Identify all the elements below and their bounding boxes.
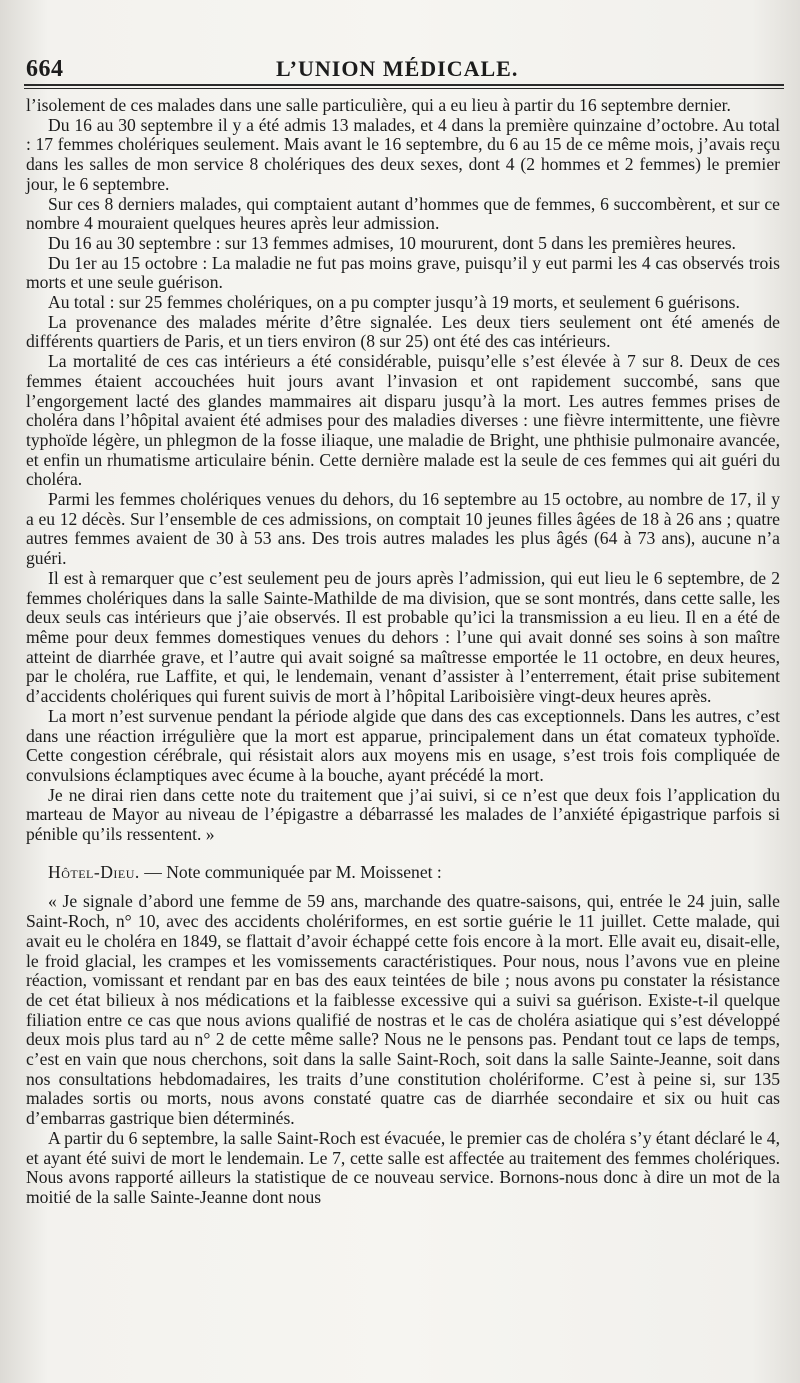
paragraph: Du 16 au 30 septembre il y a été admis 13 malades, et 4 dans la première quinzaine d’octobre. Au total : 17 femmes cholériques seulement. Mais avant le 16 septembre, du 6 au 15 de ce même mois, j’avais reçu dans les salles de mon service 8 cholériques des deux sexes, dont 4 (2 hommes et 2 femmes) le premier jour, le 6 septembre. <box>26 114 780 194</box>
header-rule <box>24 84 784 86</box>
paragraph: « Je signale d’abord une femme de 59 ans, marchande des quatre-saisons, qui, entrée le 24 juin, salle Saint-Roch, n° 10, avec des accidents cholériformes, en est sortie guérie le 11 juillet. Cette malade, qui avait eu le choléra en 1849, se flattait d’avoir échappé cette fois encore à la mort. Elle avait eu, disait-elle, le froid glacial, les crampes et les vomissements caractéristiques. Pour nous, nous l’avons vue en pleine réaction, vomissant et rendant par en bas des eaux teintées de bile ; nous avons pu constater la résistance de cet état bilieux à nos médications et la faiblesse excessive qui a suivi sa guérison. Existe-t-il quelque filiation entre ce cas que nous avions qualifié de nostras et le cas de choléra asiatique qui s’est développé deux mois plus tard au n° 2 de cette même salle? Nous ne le pensons pas. Pendant tout ce laps de temps, c’est en vain que nous cherchons, soit dans la salle Saint-Roch, soit dans la salle Sainte-Jeanne, soit dans nos consultations hebdomadaires, les traits d’une constitution cholériforme. C’est à peine si, sur 135 malades sortis ou morts, nous avons constaté quatre cas de diarrhée secondaire et six ou huit cas d’embarras gastrique bien déterminés. <box>26 891 780 1129</box>
paragraph: A partir du 6 septembre, la salle Saint-Roch est évacuée, le premier cas de choléra s’y étant déclaré le 4, et ayant été suivi de mort le lendemain. Le 7, cette salle est affectée au traitement des femmes cholériques. Nous avons rapporté ailleurs la statistique de ce nouveau service. Bornons-nous donc à dire un mot de la moitié de la salle Sainte-Jeanne dont nous <box>26 1127 780 1207</box>
body-text <box>26 96 780 1208</box>
paragraph: La mort n’est survenue pendant la période algide que dans des cas exceptionnels. Dans les autres, c’est dans une réaction irrégulière que la mort est apparue, principalement dans un état comateux typhoïde. Cette congestion cérébrale, qui résistait alors aux moyens mis en usage, s’est trois fois compliquée de convulsions éclamptiques avec écume à la bouche, ayant précédé la mort. <box>26 705 780 785</box>
paragraph: Du 16 au 30 septembre : sur 13 femmes admises, 10 moururent, dont 5 dans les premières heures. <box>48 232 736 253</box>
section-heading-rest: — Note communiquée par M. Moissenet : <box>144 861 442 882</box>
page-number: 664 <box>26 56 64 82</box>
paragraph: l’isolement de ces malades dans une salle particulière, qui a eu lieu à partir du 16 septembre dernier. <box>26 95 731 115</box>
running-title: L’UNION MÉDICALE. <box>276 56 519 81</box>
paragraph: Sur ces 8 derniers malades, qui comptaient autant d’hommes que de femmes, 6 succombèrent, et sur ce nombre 4 mouraient quelques heures après leur admission. <box>26 193 780 234</box>
paragraph: La provenance des malades mérite d’être signalée. Les deux tiers seulement ont été amenés de différents quartiers de Paris, et un tiers environ (8 sur 25) ont été des cas intérieurs. <box>26 311 780 352</box>
section-heading-label: Hôtel-Dieu. <box>48 861 140 882</box>
paragraph: Au total : sur 25 femmes cholériques, on a pu compter jusqu’à 19 morts, et seulement 6 guérisons. <box>48 292 740 313</box>
paragraph: Je ne dirai rien dans cette note du traitement que j’ai suivi, si ce n’est que deux fois l’application du marteau de Mayor au niveau de l’épigastre a débarrassé les malades de l’anxiété épigastrique parfois si pénible qu’ils ressentent. » <box>26 784 780 845</box>
paragraph: Parmi les femmes cholériques venues du dehors, du 16 septembre au 15 octobre, au nombre de 17, il y a eu 12 décès. Sur l’ensemble de ces admissions, on comptait 10 jeunes filles âgées de 18 à 26 ans ; quatre autres femmes avaient de 30 à 53 ans. Des trois autres malades les plus âgés (64 à 73 ans), aucune n’a guéri. <box>26 489 780 569</box>
paragraph: Du 1er au 15 octobre : La maladie ne fut pas moins grave, puisqu’il y eut parmi les 4 cas observés trois morts et une seule guérison. <box>26 252 780 293</box>
paragraph: La mortalité de ces cas intérieurs a été considérable, puisqu’elle s’est élevée à 7 sur 8. Deux de ces femmes étaient accouchées huit jours avant l’invasion et ont rapidement succombé, sans que l’engorgement lacté des glandes mammaires ait disparu jusqu’à la mort. Les autres femmes prises de choléra dans l’hôpital avaient été admises pour des maladies diverses : une fièvre intermittente, une fièvre typhoïde légère, un phlegmon de la fosse iliaque, une maladie de Bright, une phthisie pulmonaire avancée, et enfin un rhumatisme articulaire bénin. Cette dernière malade est la seule de ces femmes qui ait guéri du choléra. <box>26 351 780 490</box>
paragraph: Il est à remarquer que c’est seulement peu de jours après l’admission, qui eut lieu le 6 septembre, de 2 femmes cholériques dans la salle Sainte-Mathilde de ma division, que se sont montrés, dans cette salle, les deux seuls cas intérieurs que j’aie observés. Il est probable qu’ici la transmission a eu lieu. Il en a été de même pour deux femmes domestiques venues du dehors : l’une qui avait donné ses soins à son maître atteint de diarrhée grave, et l’autre qui avait soigné sa maîtresse emportée le 11 octobre, en deux heures, par le choléra, rue Laffite, et qui, le lendemain, venant d’assister à l’enterrement, était prise subitement d’accidents cholériques qui furent suivis de mort à l’hôpital Lariboisière vingt-deux heures après. <box>26 567 780 707</box>
section-heading <box>26 863 780 883</box>
header-rule-thin <box>24 88 784 89</box>
